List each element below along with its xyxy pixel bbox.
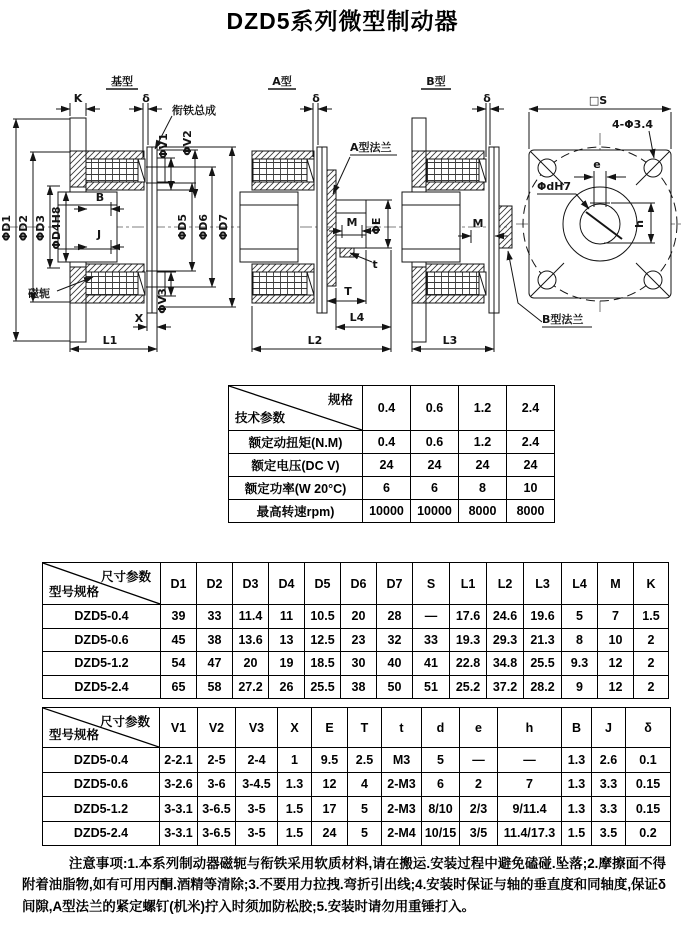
cell: 9/11.4 bbox=[498, 797, 562, 822]
cell: 4 bbox=[348, 772, 382, 797]
col-header: D3 bbox=[233, 563, 269, 605]
cell: 12 bbox=[598, 675, 634, 699]
dim-label-l4: L4 bbox=[349, 311, 365, 324]
cell: 54 bbox=[161, 652, 197, 676]
cell: 37.2 bbox=[487, 675, 524, 699]
cell: 38 bbox=[341, 675, 377, 699]
col-header: D2 bbox=[197, 563, 233, 605]
cell: 33 bbox=[197, 605, 233, 629]
flange-a-label: A型法兰 bbox=[350, 141, 392, 154]
cell: — bbox=[460, 748, 498, 773]
cell: 27.2 bbox=[233, 675, 269, 699]
cell: 24 bbox=[411, 454, 459, 477]
cell: 3.3 bbox=[592, 797, 626, 822]
dim2-corner-cell bbox=[43, 708, 160, 748]
cell: 25.5 bbox=[305, 675, 341, 699]
cell: 23 bbox=[341, 628, 377, 652]
cell: M3 bbox=[382, 748, 422, 773]
dim-label-d4: ΦD4H8 bbox=[50, 206, 63, 250]
cell: 40 bbox=[377, 652, 413, 676]
col-header: t bbox=[382, 708, 422, 748]
cell: 2.6 bbox=[592, 748, 626, 773]
drawing-title-base: 基型 bbox=[111, 75, 133, 88]
cell: 3-5 bbox=[236, 821, 278, 846]
cell: 3-6.5 bbox=[198, 821, 236, 846]
cell: 17 bbox=[312, 797, 348, 822]
cell: 11.4/17.3 bbox=[498, 821, 562, 846]
dim-label-d6: ΦD6 bbox=[197, 213, 210, 241]
cell: 5 bbox=[562, 605, 598, 629]
col-header: B bbox=[562, 708, 592, 748]
col-header: 2.4 bbox=[507, 386, 555, 431]
cell: 2 bbox=[634, 628, 669, 652]
dim-label-bore: ΦdH7 bbox=[537, 180, 572, 193]
dim-label-square-s: □S bbox=[588, 94, 608, 107]
cell: 0.15 bbox=[626, 772, 671, 797]
cell: 10 bbox=[598, 628, 634, 652]
cell: 19 bbox=[269, 652, 305, 676]
cell: 6 bbox=[411, 477, 459, 500]
corner-label-size: 尺寸参数 bbox=[100, 570, 151, 584]
col-header: V1 bbox=[160, 708, 198, 748]
cell: 29.3 bbox=[487, 628, 524, 652]
cell: 1.3 bbox=[562, 772, 592, 797]
cell: 25.2 bbox=[450, 675, 487, 699]
cell: 5 bbox=[348, 797, 382, 822]
col-header: J bbox=[592, 708, 626, 748]
row-label: DZD5-0.6 bbox=[43, 772, 160, 797]
cell: 6 bbox=[422, 772, 460, 797]
cell: 0.4 bbox=[363, 431, 411, 454]
cell: 2 bbox=[634, 652, 669, 676]
cell: 9.5 bbox=[312, 748, 348, 773]
cell: 2-2.1 bbox=[160, 748, 198, 773]
cell: 1.3 bbox=[562, 797, 592, 822]
cell: 2-M4 bbox=[382, 821, 422, 846]
cell: 2-M3 bbox=[382, 797, 422, 822]
col-header: D5 bbox=[305, 563, 341, 605]
dim-label-d1: ΦD1 bbox=[0, 214, 13, 242]
dim-label-d7: ΦD7 bbox=[217, 213, 230, 241]
cell: 12 bbox=[312, 772, 348, 797]
row-label: 额定电压(DC V) bbox=[229, 454, 363, 477]
armature-assembly-label: 衔铁总成 bbox=[172, 104, 216, 117]
cell: 10000 bbox=[411, 500, 459, 523]
cell: 7 bbox=[498, 772, 562, 797]
cell: 3-2.6 bbox=[160, 772, 198, 797]
notes-text: 注意事项:1.本系列制动器磁轭与衔铁采用软质材料,请在搬运.安装过程中避免磕碰.坠落;2.摩擦面不得附着油脂物,如有可用丙酮.酒精等清除;3.不要用力拉拽.弯折引出线;4.安装时保证与轴的垂直度和同轴度,保证δ间隙,A型法兰的紧定螺钉(机米)拧入时须加防松胶;5.安装时请勿用重锤打入。 bbox=[22, 856, 666, 914]
corner-label-model: 型号规格 bbox=[49, 728, 100, 742]
col-header: D1 bbox=[161, 563, 197, 605]
col-header: L2 bbox=[487, 563, 524, 605]
spec-table bbox=[228, 385, 555, 523]
dim-label-t-small: t bbox=[372, 258, 378, 271]
cell: 5 bbox=[422, 748, 460, 773]
corner-label-size: 尺寸参数 bbox=[99, 715, 150, 729]
dim-label-delta-base: δ bbox=[142, 92, 150, 105]
cell: 10.5 bbox=[305, 605, 341, 629]
col-header: K bbox=[634, 563, 669, 605]
dimension-table-2 bbox=[42, 707, 671, 846]
dim-label-l1: L1 bbox=[102, 334, 118, 347]
col-header: T bbox=[348, 708, 382, 748]
dim-label-m-a: M bbox=[346, 216, 358, 229]
cell: 26 bbox=[269, 675, 305, 699]
dim-label-d3: ΦD3 bbox=[34, 214, 47, 242]
col-header: L1 bbox=[450, 563, 487, 605]
cell: 1 bbox=[278, 748, 312, 773]
col-header: d bbox=[422, 708, 460, 748]
dim-label-k: K bbox=[73, 92, 83, 105]
cell: 47 bbox=[197, 652, 233, 676]
page-title: DZD5系列微型制动器 bbox=[226, 8, 459, 34]
flange-b-label: B型法兰 bbox=[542, 313, 584, 326]
dim-label-holes: 4-Φ3.4 bbox=[612, 118, 654, 131]
spec-corner-cell bbox=[229, 386, 363, 431]
cell: 0.2 bbox=[626, 821, 671, 846]
cell: 28 bbox=[377, 605, 413, 629]
cell: 1.2 bbox=[459, 431, 507, 454]
cell: 2.5 bbox=[348, 748, 382, 773]
col-header: D7 bbox=[377, 563, 413, 605]
col-header: D6 bbox=[341, 563, 377, 605]
col-header: δ bbox=[626, 708, 671, 748]
cell: 5 bbox=[348, 821, 382, 846]
dim-label-x: X bbox=[134, 312, 144, 325]
corner-label-spec: 规格 bbox=[327, 393, 353, 407]
cell: 1.5 bbox=[278, 797, 312, 822]
cell: 8 bbox=[562, 628, 598, 652]
cell: 10/15 bbox=[422, 821, 460, 846]
cell: 24 bbox=[507, 454, 555, 477]
dimension-table-1 bbox=[42, 562, 669, 699]
col-header: V3 bbox=[236, 708, 278, 748]
dim-label-l2: L2 bbox=[307, 334, 323, 347]
cell: 11 bbox=[269, 605, 305, 629]
cell: 34.8 bbox=[487, 652, 524, 676]
col-header: 1.2 bbox=[459, 386, 507, 431]
row-label: DZD5-1.2 bbox=[43, 652, 161, 676]
cell: 7 bbox=[598, 605, 634, 629]
cell: 19.3 bbox=[450, 628, 487, 652]
dim-label-d5: ΦD5 bbox=[176, 213, 189, 241]
dim-label-delta-a: δ bbox=[312, 92, 320, 105]
cell: 3-3.1 bbox=[160, 821, 198, 846]
cell: 1.3 bbox=[278, 772, 312, 797]
dim-label-e-key: e bbox=[593, 158, 601, 171]
cell: 1.5 bbox=[278, 821, 312, 846]
cell: 10000 bbox=[363, 500, 411, 523]
corner-label-model: 型号规格 bbox=[49, 585, 100, 599]
cell: 0.1 bbox=[626, 748, 671, 773]
cell: 25.5 bbox=[524, 652, 562, 676]
cell: 6 bbox=[363, 477, 411, 500]
cell: 2/3 bbox=[460, 797, 498, 822]
cell: 3-5 bbox=[236, 797, 278, 822]
cell: 2.4 bbox=[507, 431, 555, 454]
dim-label-v2: ΦV2 bbox=[181, 130, 194, 156]
cell: 22.8 bbox=[450, 652, 487, 676]
dim-label-d2: ΦD2 bbox=[17, 214, 30, 242]
cell: 13 bbox=[269, 628, 305, 652]
cell: 2-4 bbox=[236, 748, 278, 773]
col-header: e bbox=[460, 708, 498, 748]
cell: 24 bbox=[459, 454, 507, 477]
dim-label-h: h bbox=[633, 220, 646, 228]
col-header: L4 bbox=[562, 563, 598, 605]
corner-label-params: 技术参数 bbox=[235, 411, 286, 425]
cell: 19.6 bbox=[524, 605, 562, 629]
cell: 65 bbox=[161, 675, 197, 699]
cell: — bbox=[498, 748, 562, 773]
cell: 11.4 bbox=[233, 605, 269, 629]
cell: 12.5 bbox=[305, 628, 341, 652]
cell: 41 bbox=[413, 652, 450, 676]
cell: 2-M3 bbox=[382, 772, 422, 797]
cell: 45 bbox=[161, 628, 197, 652]
col-header: E bbox=[312, 708, 348, 748]
row-label: DZD5-1.2 bbox=[43, 797, 160, 822]
cell: 24 bbox=[363, 454, 411, 477]
dim-label-m-b: M bbox=[472, 217, 484, 230]
cell: 1.3 bbox=[562, 748, 592, 773]
drawing-title-type-a: A型 bbox=[272, 75, 292, 88]
row-label: DZD5-0.4 bbox=[43, 605, 161, 629]
cell: 3.3 bbox=[592, 772, 626, 797]
cell: 8/10 bbox=[422, 797, 460, 822]
cell: 32 bbox=[377, 628, 413, 652]
cell: 3.5 bbox=[592, 821, 626, 846]
col-header: 0.4 bbox=[363, 386, 411, 431]
cell: 0.15 bbox=[626, 797, 671, 822]
cell: 3-4.5 bbox=[236, 772, 278, 797]
row-label: DZD5-2.4 bbox=[43, 821, 160, 846]
row-label: 最高转速rpm) bbox=[229, 500, 363, 523]
cell: 0.6 bbox=[411, 431, 459, 454]
row-label: 额定功率(W 20°C) bbox=[229, 477, 363, 500]
dim-label-l3: L3 bbox=[442, 334, 458, 347]
cell: 50 bbox=[377, 675, 413, 699]
dim-label-v3: ΦV3 bbox=[156, 288, 169, 314]
cell: 20 bbox=[233, 652, 269, 676]
cell: — bbox=[413, 605, 450, 629]
row-label: DZD5-2.4 bbox=[43, 675, 161, 699]
cell: 30 bbox=[341, 652, 377, 676]
row-label: DZD5-0.6 bbox=[43, 628, 161, 652]
dim-label-j: J bbox=[96, 228, 102, 241]
col-header: D4 bbox=[269, 563, 305, 605]
drawing-title-type-b: B型 bbox=[426, 75, 446, 88]
cell: 12 bbox=[598, 652, 634, 676]
col-header: X bbox=[278, 708, 312, 748]
dim-label-t-cap: T bbox=[344, 285, 352, 298]
col-header: S bbox=[413, 563, 450, 605]
cell: 21.3 bbox=[524, 628, 562, 652]
cell: 2 bbox=[460, 772, 498, 797]
cell: 9 bbox=[562, 675, 598, 699]
col-header: h bbox=[498, 708, 562, 748]
cell: 2-5 bbox=[198, 748, 236, 773]
cell: 3-6.5 bbox=[198, 797, 236, 822]
col-header: M bbox=[598, 563, 634, 605]
cell: 28.2 bbox=[524, 675, 562, 699]
cell: 8000 bbox=[459, 500, 507, 523]
dim-label-v1: ΦV1 bbox=[157, 133, 170, 159]
cell: 51 bbox=[413, 675, 450, 699]
dim-label-e-dia: ΦE bbox=[370, 217, 383, 235]
cell: 8000 bbox=[507, 500, 555, 523]
cell: 3-6 bbox=[198, 772, 236, 797]
cell: 1.5 bbox=[562, 821, 592, 846]
cell: 20 bbox=[341, 605, 377, 629]
row-label: DZD5-0.4 bbox=[43, 748, 160, 773]
cell: 8 bbox=[459, 477, 507, 500]
cell: 1.5 bbox=[634, 605, 669, 629]
technical-drawings bbox=[0, 0, 685, 380]
cell: 18.5 bbox=[305, 652, 341, 676]
cell: 33 bbox=[413, 628, 450, 652]
cell: 13.6 bbox=[233, 628, 269, 652]
yoke-label: 磁轭 bbox=[28, 287, 50, 300]
col-header: 0.6 bbox=[411, 386, 459, 431]
cell: 17.6 bbox=[450, 605, 487, 629]
row-label: 额定动扭矩(N.M) bbox=[229, 431, 363, 454]
cell: 58 bbox=[197, 675, 233, 699]
cell: 24 bbox=[312, 821, 348, 846]
cell: 3-3.1 bbox=[160, 797, 198, 822]
col-header: L3 bbox=[524, 563, 562, 605]
dim-label-delta-b: δ bbox=[483, 92, 491, 105]
cell: 9.3 bbox=[562, 652, 598, 676]
dim-label-b: B bbox=[95, 191, 105, 204]
col-header: V2 bbox=[198, 708, 236, 748]
cell: 24.6 bbox=[487, 605, 524, 629]
cell: 38 bbox=[197, 628, 233, 652]
cell: 3/5 bbox=[460, 821, 498, 846]
cell: 10 bbox=[507, 477, 555, 500]
cell: 39 bbox=[161, 605, 197, 629]
cell: 2 bbox=[634, 675, 669, 699]
dim1-corner-cell bbox=[43, 563, 161, 605]
